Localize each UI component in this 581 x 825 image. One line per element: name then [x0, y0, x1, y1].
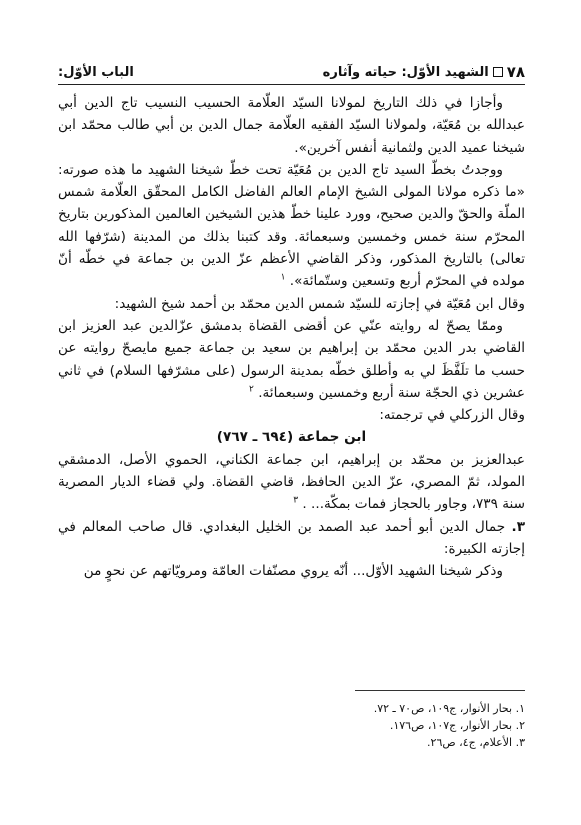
- paragraph: وقال الزركلي في ترجمته:: [379, 407, 525, 424]
- main-text: [58, 92, 525, 583]
- footnotes: [58, 700, 525, 751]
- page-number: ٧٨: [506, 63, 525, 81]
- paragraph-text: جمال الدين أبو أحمد عبد الصمد بن الخليل البغدادي. قال صاحب المعالم في إجازته الكبيرة:: [58, 518, 525, 557]
- chapter-title: الباب الأوّل:: [58, 64, 134, 80]
- header-running-title: [323, 63, 525, 81]
- paragraph: [58, 449, 525, 516]
- footnote-rule: [355, 690, 525, 691]
- paragraph: وقال ابن مُعَيّة في إجازته للسيّد شمس الدين محمّد بن أحمد شيخ الشهيد:: [114, 295, 525, 312]
- footnote-ref: ٣: [293, 495, 299, 506]
- square-ornament-icon: [493, 67, 503, 77]
- paragraph: [58, 159, 525, 293]
- running-title: الشهيد الأوّل: حياته وآثاره: [322, 64, 489, 80]
- list-number: ٣.: [511, 518, 525, 535]
- footnote: ١. بحار الأنوار، ج١٠٩، ص٧٠ ـ ٧٢.: [373, 702, 525, 715]
- footnote-ref: ٢: [249, 384, 254, 395]
- paragraph: وأجازا في ذلك التاريخ لمولانا السيّد العلّامة الحسيب النسيب تاج الدين أبي عبدالله بن مُعَيّة، ولمولانا السيّد الفقيه العلّامة جمال الدين بن أبي طالب محمّد ابن شيخنا عميد الدين ولثمانية أنفس آخرين».: [58, 95, 525, 156]
- paragraph-text: ووجدتُ بخطّ السيد تاج الدين بن مُعَيّة تحت خطّ شيخنا الشهيد ما هذه صورته: «ما ذكره مولانا المولى الشيخ الإمام العالم الفاضل الكامل المحقّق العلّامة شمس الملّة والحقّ والدين صحيح، وورد علينا خطّ هذين الشيخين العالمين المذكورين بتاريخ المحرّم سنة خمس وخمسين وسبعمائة. وقد كتبنا بذلك من المدينة (شرّفها الله تعالى) بالتاريخ المذكور، وذكر القاضي الأعظم عزّ الدين بن جماعة في خطّه أنّ مولده في المحرّم أربع وتسعين وستّمائة».: [58, 161, 525, 290]
- page-header: [58, 62, 525, 82]
- paragraph-text: وممّا يصحّ له روايته عنّي عن أقضى القضاة بدمشق عزّالدين عبد العزيز ابن القاضي بدر الدين محمّد بن إبراهيم بن سعيد بن جماعة جميع مايصحّ روايته عن حسب ما تلَفَّظَ لي به وأطلق خطّه بمدينة الرسول (على مشرّفها السلام) في ثاني عشرين ذي الحجّة سنة أربع وخمسين وسبعمائة.: [58, 317, 525, 401]
- paragraph-text: عبدالعزيز بن محمّد بن إبراهيم، ابن جماعة الكناني، الحموي الأصل، الدمشقي المولد، ثمّ المصري، عزّ الدين الحافظ، قاضي القضاة. ولي قضاء الديار المصرية سنة ٧٣٩، وجاور بالحجاز فمات بمكّة... .: [58, 451, 525, 513]
- footnote: ٣. الأعلام، ج٤، ص٢٦.: [427, 736, 525, 749]
- footnote: ٢. بحار الأنوار، ج١٠٧، ص١٧٦.: [389, 719, 525, 732]
- section-heading: ابن جماعة (٦٩٤ ـ ٧٦٧): [216, 429, 367, 446]
- footnote-ref: ١: [280, 272, 286, 283]
- header-rule: [58, 84, 525, 85]
- paragraph: [58, 315, 525, 404]
- paragraph: وذكر شيخنا الشهيد الأوّل... أنّه يروي مصنّفات العامّة ومرويّاتهم عن نحوٍ من: [83, 563, 503, 580]
- paragraph: [58, 516, 525, 561]
